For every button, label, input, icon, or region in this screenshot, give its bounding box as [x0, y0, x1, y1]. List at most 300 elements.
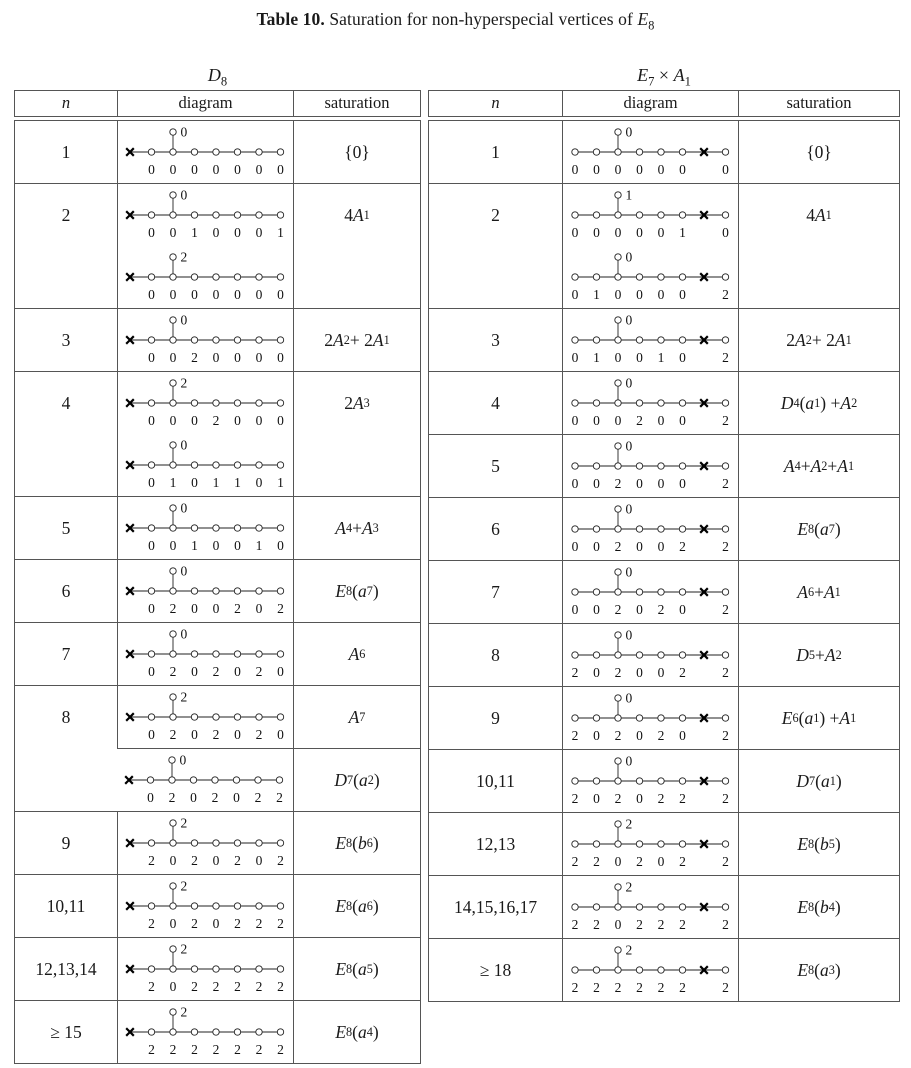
branch-node — [614, 695, 620, 701]
node-label: 0 — [592, 476, 600, 491]
subtable-E7xA1 — [428, 60, 900, 1002]
node-label: 2 — [147, 1042, 155, 1057]
dynkin-diagram — [121, 248, 291, 306]
node-label: 2 — [614, 980, 621, 995]
dynkin-diagram — [566, 815, 736, 873]
n-value-cell — [15, 875, 118, 938]
chain-node — [636, 149, 642, 155]
header-row — [428, 90, 900, 117]
branch-node-label: 0 — [625, 312, 632, 328]
branch-node-label: 0 — [180, 563, 187, 579]
chain-node — [191, 149, 197, 155]
node-label: 2 — [276, 853, 284, 868]
node-label: 2 — [635, 917, 643, 932]
node-label: 0 — [233, 413, 241, 428]
branch-node-label: 0 — [625, 753, 632, 769]
page-title — [0, 9, 911, 33]
chain-node — [255, 462, 261, 468]
diagram-cell — [118, 184, 294, 309]
diagram-block — [118, 875, 293, 937]
table-number: Table 10. — [256, 9, 325, 29]
branch-node — [614, 317, 620, 323]
node-label: 0 — [190, 475, 198, 490]
chain-node — [169, 400, 175, 406]
chain-node — [234, 1029, 240, 1035]
branch-node — [169, 568, 175, 574]
diagram-cell — [118, 812, 294, 875]
table-row — [15, 686, 421, 749]
branch-node-label: 0 — [625, 375, 632, 391]
branch-node-label: 2 — [625, 816, 632, 832]
table-row — [15, 875, 421, 938]
saturation-cell — [739, 498, 900, 561]
chain-node — [148, 1029, 154, 1035]
chain-node — [593, 526, 599, 532]
saturation-cell — [294, 184, 421, 309]
node-label: 2 — [571, 665, 578, 680]
node-label: 2 — [147, 916, 155, 931]
chain-node — [657, 212, 663, 218]
node-label: 2 — [571, 917, 578, 932]
node-label: 2 — [721, 476, 729, 491]
chain-node — [277, 337, 283, 343]
node-label: 2 — [147, 853, 155, 868]
diagram-cell — [118, 372, 294, 497]
saturation-value: E 8 ( a 5 ) — [335, 958, 379, 979]
node-label: 0 — [635, 225, 643, 240]
dynkin-diagram — [121, 499, 291, 557]
n-value: 5 — [61, 517, 71, 538]
node-label: 2 — [211, 790, 219, 805]
saturation-value: E 8 ( b 5 ) — [797, 833, 841, 854]
node-label: 0 — [212, 225, 219, 240]
branch-node-label: 0 — [180, 124, 187, 140]
node-label: 0 — [233, 727, 241, 742]
chain-node — [212, 651, 218, 657]
n-value-cell — [429, 561, 563, 624]
node-label: 0 — [657, 476, 664, 491]
column-header-n: n — [491, 93, 500, 112]
diagram-cell — [563, 687, 739, 750]
chain-node — [722, 778, 728, 784]
branch-node — [169, 129, 175, 135]
chain-node — [636, 337, 642, 343]
chain-node — [277, 149, 283, 155]
node-label: 0 — [657, 665, 664, 680]
node-label: 0 — [147, 790, 155, 805]
chain-node — [722, 652, 728, 658]
chain-node — [212, 462, 218, 468]
diagram-cell — [563, 184, 739, 309]
table-body — [428, 120, 900, 1002]
chain-node — [148, 525, 154, 531]
node-label: 1 — [255, 538, 262, 553]
chain-node — [571, 778, 577, 784]
node-label: 0 — [592, 162, 600, 177]
header-row — [14, 90, 421, 117]
node-label: 0 — [212, 601, 219, 616]
node-label: 0 — [657, 413, 664, 428]
chain-node — [277, 462, 283, 468]
node-label: 2 — [276, 979, 284, 994]
table-row — [429, 750, 900, 813]
chain-node — [593, 589, 599, 595]
table-row — [429, 498, 900, 561]
chain-node — [148, 840, 154, 846]
chain-node — [277, 714, 283, 720]
node-label: 1 — [592, 287, 600, 302]
chain-node — [169, 1029, 175, 1035]
chain-node — [277, 966, 283, 972]
chain-node — [679, 212, 685, 218]
node-label: 2 — [657, 980, 664, 995]
node-label: 0 — [592, 665, 600, 680]
branch-node-label: 0 — [180, 187, 187, 203]
diagram-block — [118, 560, 293, 622]
chain-node — [255, 966, 261, 972]
chain-node — [571, 967, 577, 973]
branch-node — [169, 380, 175, 386]
node-label: 0 — [678, 162, 686, 177]
node-label: 0 — [635, 728, 643, 743]
branch-node-label: 0 — [180, 500, 187, 516]
dynkin-diagram — [121, 814, 291, 872]
n-value-cell — [429, 876, 563, 939]
chain-node — [722, 149, 728, 155]
dynkin-diagram — [121, 877, 291, 935]
node-label: 2 — [721, 917, 729, 932]
node-label: 2 — [212, 727, 219, 742]
chain-node — [614, 715, 620, 721]
chain-node — [593, 212, 599, 218]
diagram-cell — [563, 498, 739, 561]
node-label: 0 — [614, 287, 621, 302]
branch-node — [614, 254, 620, 260]
saturation-value: E 8 ( b 6 ) — [335, 832, 379, 853]
chain-node — [593, 778, 599, 784]
node-label: 2 — [721, 287, 729, 302]
node-label: 0 — [721, 225, 729, 240]
branch-node — [169, 254, 175, 260]
dynkin-diagram — [566, 626, 736, 684]
chain-node — [679, 778, 685, 784]
chain-node — [636, 274, 642, 280]
n-value: ≥ 15 — [50, 1021, 82, 1042]
chain-node — [212, 777, 218, 783]
node-label: 0 — [276, 727, 284, 742]
node-label: 0 — [147, 350, 155, 365]
n-value: 14,15,16,17 — [453, 896, 538, 917]
chain-node — [614, 841, 620, 847]
saturation-cell — [294, 121, 421, 184]
chain-node — [679, 149, 685, 155]
chain-node — [571, 400, 577, 406]
table-row — [15, 121, 421, 184]
node-label: 2 — [190, 853, 198, 868]
node-label: 0 — [571, 287, 578, 302]
n-value-cell — [429, 121, 563, 184]
subtable-title: $D_8$ — [207, 65, 228, 89]
node-label: 1 — [212, 475, 219, 490]
node-label: 0 — [169, 162, 176, 177]
diagram-block — [563, 750, 738, 812]
node-label: 0 — [169, 287, 176, 302]
chain-node — [169, 777, 175, 783]
chain-node — [614, 652, 620, 658]
table-row — [429, 309, 900, 372]
n-value-cell — [429, 939, 563, 1002]
node-label: 2 — [678, 980, 686, 995]
diagram-block — [563, 498, 738, 560]
n-value-cell — [429, 184, 563, 309]
node-label: 2 — [721, 791, 729, 806]
node-label: 0 — [255, 853, 262, 868]
node-label: 0 — [276, 350, 284, 365]
chain-node — [593, 652, 599, 658]
saturation-value: 4 A 1 — [344, 204, 370, 225]
column-header-diagram: diagram — [117, 91, 293, 116]
node-label: 2 — [721, 413, 729, 428]
saturation-cell — [294, 309, 421, 372]
chain-node — [722, 967, 728, 973]
table-row — [429, 561, 900, 624]
diagram-cell — [118, 686, 294, 749]
n-value-cell — [15, 184, 118, 309]
dynkin-diagram — [566, 186, 736, 244]
node-label: 2 — [721, 602, 729, 617]
chain-node — [679, 463, 685, 469]
node-label: 0 — [614, 225, 621, 240]
node-label: 0 — [614, 854, 621, 869]
node-label: 0 — [212, 538, 219, 553]
chain-node — [722, 526, 728, 532]
chain-node — [679, 652, 685, 658]
node-label: 0 — [147, 664, 155, 679]
table-row — [15, 372, 421, 497]
saturation-cell — [294, 623, 421, 686]
chain-node — [255, 212, 261, 218]
dynkin-diagram — [121, 123, 291, 181]
chain-node — [255, 274, 261, 280]
chain-node — [169, 212, 175, 218]
diagram-block — [563, 372, 738, 434]
node-label: 0 — [190, 413, 198, 428]
node-label: 2 — [169, 1042, 176, 1057]
node-label: 0 — [592, 602, 600, 617]
node-label: 0 — [635, 665, 643, 680]
table-row — [15, 184, 421, 309]
node-label: 0 — [233, 350, 241, 365]
branch-node — [614, 632, 620, 638]
n-value-cell — [15, 938, 118, 1001]
saturation-cell — [294, 560, 421, 623]
node-label: 0 — [169, 916, 176, 931]
saturation-cell — [739, 939, 900, 1002]
node-label: 2 — [678, 665, 686, 680]
node-label: 0 — [212, 853, 219, 868]
chain-node — [191, 651, 197, 657]
node-label: 0 — [571, 602, 578, 617]
branch-node-label: 2 — [180, 375, 187, 391]
node-label: 0 — [635, 602, 643, 617]
chain-node — [657, 967, 663, 973]
branch-node — [169, 883, 175, 889]
n-value: ≥ 18 — [479, 959, 512, 980]
node-label: 2 — [212, 413, 219, 428]
saturation-cell — [739, 687, 900, 750]
chain-node — [212, 400, 218, 406]
chain-node — [614, 589, 620, 595]
node-label: 2 — [255, 664, 262, 679]
chain-node — [148, 274, 154, 280]
branch-node-label: 2 — [625, 942, 632, 958]
diagram-block — [118, 372, 293, 434]
chain-node — [234, 777, 240, 783]
chain-node — [636, 841, 642, 847]
chain-node — [148, 966, 154, 972]
column-header-saturation: saturation — [293, 91, 420, 116]
saturation-value: 4 A 1 — [806, 204, 832, 225]
chain-node — [191, 1029, 197, 1035]
chain-node — [722, 463, 728, 469]
branch-node-label: 2 — [180, 689, 187, 705]
node-label: 0 — [147, 287, 155, 302]
node-label: 2 — [571, 791, 578, 806]
chain-node — [234, 651, 240, 657]
dynkin-diagram — [566, 248, 736, 306]
chain-node — [277, 525, 283, 531]
node-label: 0 — [255, 225, 262, 240]
chain-node — [148, 651, 154, 657]
saturation-value: A 6 + A 1 — [797, 581, 841, 602]
dynkin-diagram — [121, 562, 291, 620]
chain-node — [255, 840, 261, 846]
chain-node — [657, 463, 663, 469]
n-value: 10,11 — [46, 895, 86, 916]
node-label: 2 — [212, 979, 219, 994]
node-label: 0 — [255, 413, 262, 428]
chain-node — [234, 966, 240, 972]
node-label: 1 — [169, 475, 176, 490]
branch-node — [169, 694, 175, 700]
node-label: 0 — [614, 162, 621, 177]
node-label: 0 — [147, 162, 155, 177]
diagram-block — [563, 121, 738, 183]
saturation-cell — [294, 372, 421, 497]
diagram-block — [563, 246, 738, 308]
node-label: 0 — [657, 225, 664, 240]
dynkin-diagram — [121, 940, 291, 998]
chain-node — [255, 149, 261, 155]
saturation-value: 2 A 3 — [344, 392, 370, 413]
node-label: 0 — [147, 538, 155, 553]
n-value-cell — [429, 624, 563, 687]
diagram-block — [563, 435, 738, 497]
chain-node — [722, 589, 728, 595]
node-label: 2 — [614, 539, 621, 554]
chain-node — [212, 840, 218, 846]
node-label: 2 — [233, 916, 241, 931]
chain-node — [212, 337, 218, 343]
chain-node — [636, 526, 642, 532]
chain-node — [191, 840, 197, 846]
chain-node — [234, 149, 240, 155]
node-label: 0 — [571, 225, 578, 240]
diagram-cell — [118, 623, 294, 686]
node-label: 0 — [169, 350, 176, 365]
diagram-cell — [563, 121, 739, 184]
saturation-cell — [739, 624, 900, 687]
node-label: 1 — [592, 350, 600, 365]
chain-node — [255, 525, 261, 531]
n-value-cell — [15, 121, 118, 184]
chain-node — [212, 212, 218, 218]
node-label: 0 — [276, 287, 284, 302]
branch-node-label: 0 — [625, 564, 632, 580]
diagram-cell — [118, 938, 294, 1001]
table-caption-text: Saturation for non-hyperspecial vertices of — [324, 9, 638, 29]
node-label: 2 — [635, 980, 643, 995]
dynkin-diagram — [566, 941, 736, 999]
node-label: 1 — [233, 475, 241, 490]
chain-node — [657, 526, 663, 532]
n-value: 9 — [491, 707, 500, 728]
table-row — [15, 938, 421, 1001]
branch-node-label: 0 — [180, 437, 187, 453]
node-label: 2 — [276, 1042, 284, 1057]
chain-node — [169, 525, 175, 531]
chain-node — [593, 715, 599, 721]
branch-node — [614, 884, 620, 890]
saturation-cell — [294, 686, 421, 749]
chain-node — [636, 904, 642, 910]
n-value-cell — [15, 812, 118, 875]
chain-node — [191, 274, 197, 280]
diagram-block — [118, 623, 293, 685]
node-label: 0 — [635, 539, 643, 554]
n-value: 4 — [61, 392, 71, 413]
node-label: 0 — [147, 601, 155, 616]
diagram-cell — [563, 435, 739, 498]
column-header-saturation: saturation — [738, 91, 899, 116]
node-label: 2 — [592, 917, 600, 932]
chain-node — [212, 525, 218, 531]
node-label: 0 — [635, 791, 643, 806]
chain-node — [169, 337, 175, 343]
chain-node — [191, 588, 197, 594]
chain-node — [169, 149, 175, 155]
chain-node — [593, 904, 599, 910]
table-row — [429, 813, 900, 876]
node-label: 0 — [212, 916, 219, 931]
branch-node-label: 0 — [625, 249, 632, 265]
node-label: 0 — [147, 475, 155, 490]
branch-node-label: 2 — [180, 249, 187, 265]
saturation-value: A 4 + A 2 + A 1 — [783, 455, 855, 476]
node-label: 0 — [592, 225, 600, 240]
chain-node — [614, 526, 620, 532]
node-label: 0 — [233, 287, 241, 302]
dynkin-diagram — [121, 625, 291, 683]
n-value: 3 — [61, 329, 71, 350]
diagram-cell — [563, 309, 739, 372]
branch-node-label: 0 — [180, 312, 187, 328]
saturation-cell — [294, 812, 421, 875]
node-label: 2 — [635, 854, 643, 869]
chain-node — [571, 652, 577, 658]
saturation-value: E 6 ( a 1 ) + A 1 — [781, 707, 857, 728]
node-label: 0 — [169, 538, 176, 553]
